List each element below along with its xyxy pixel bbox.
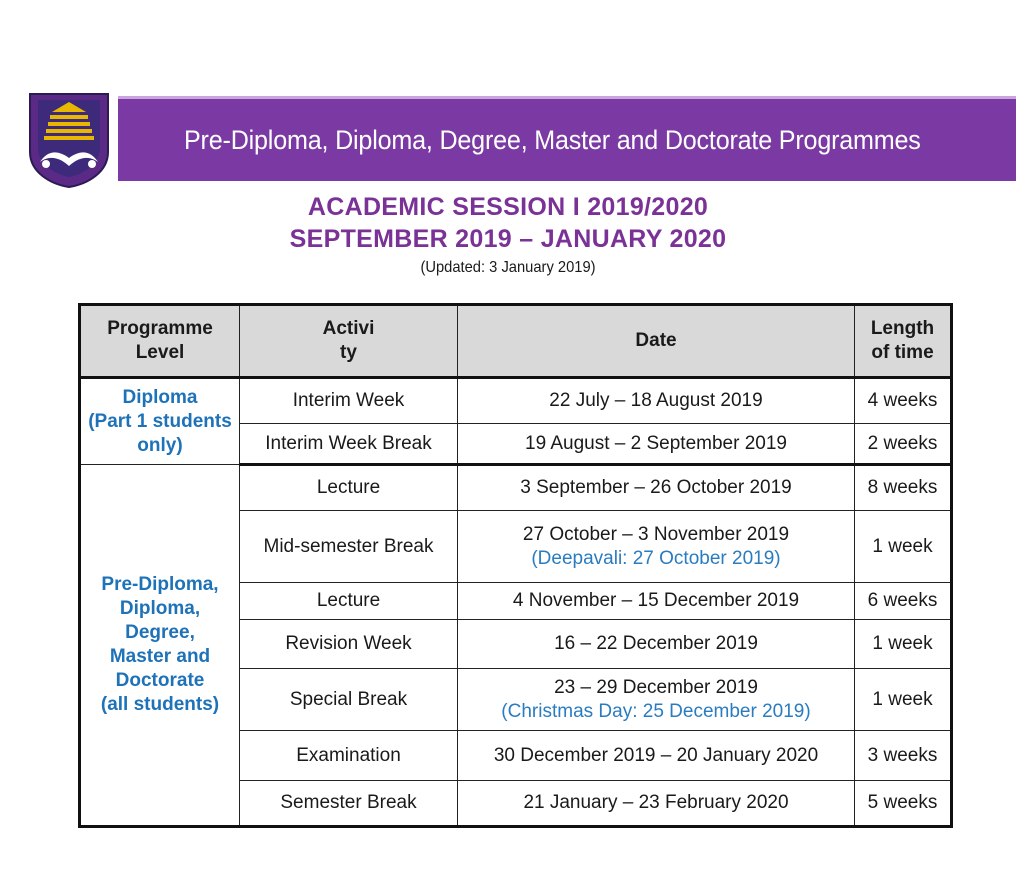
length-cell: 5 weeks [855,781,952,827]
programmes-title: Pre-Diploma, Diploma, Degree, Master and Doctorate Programmes [184,124,921,155]
title-banner [118,96,1016,181]
date-cell: 16 – 22 December 2019 [458,620,855,669]
length-cell: 1 week [855,620,952,669]
updated-note: (Updated: 3 January 2019) [420,259,596,276]
date-cell: 3 September – 26 October 2019 [458,465,855,511]
header-length: Length of time [855,305,952,378]
length-cell: 4 weeks [855,378,952,424]
activity-cell: Semester Break [240,781,458,827]
session-heading: ACADEMIC SESSION I 2019/2020 [307,193,709,221]
date-cell: 30 December 2019 – 20 January 2020 [458,731,855,781]
activity-cell: Special Break [240,669,458,731]
activity-cell: Interim Week [240,378,458,424]
header-date: Date [458,305,855,378]
header-programme-level: Programme Level [80,305,240,378]
programme-level-diploma: Diploma (Part 1 students only) [80,378,240,465]
length-cell: 6 weeks [855,583,952,620]
programme-level-all-students: Pre-Diploma, Diploma, Degree, Master and Doctorate (all students) [80,465,240,827]
academic-calendar-table [78,303,953,828]
length-cell: 1 week [855,511,952,583]
table-header-row [80,305,952,378]
activity-cell: Lecture [240,465,458,511]
length-cell: 8 weeks [855,465,952,511]
table-row [80,465,952,511]
length-cell: 1 week [855,669,952,731]
university-crest-logo [26,92,112,188]
date-cell: 4 November – 15 December 2019 [458,583,855,620]
holiday-note: (Deepavali: 27 October 2019) [531,547,781,569]
date-cell: 19 August – 2 September 2019 [458,424,855,465]
activity-cell: Examination [240,731,458,781]
table-row [80,378,952,424]
activity-cell: Lecture [240,583,458,620]
length-cell: 2 weeks [855,424,952,465]
date-cell: 22 July – 18 August 2019 [458,378,855,424]
activity-cell: Revision Week [240,620,458,669]
length-cell: 3 weeks [855,731,952,781]
date-cell: 23 – 29 December 2019 (Christmas Day: 25 December 2019) [458,669,855,731]
header-activity: Activi ty [240,305,458,378]
date-cell: 27 October – 3 November 2019 (Deepavali: 27 October 2019) [458,511,855,583]
activity-cell: Mid-semester Break [240,511,458,583]
holiday-note: (Christmas Day: 25 December 2019) [501,700,811,722]
activity-cell: Interim Week Break [240,424,458,465]
session-period-heading: SEPTEMBER 2019 – JANUARY 2020 [289,225,727,253]
date-cell: 21 January – 23 February 2020 [458,781,855,827]
